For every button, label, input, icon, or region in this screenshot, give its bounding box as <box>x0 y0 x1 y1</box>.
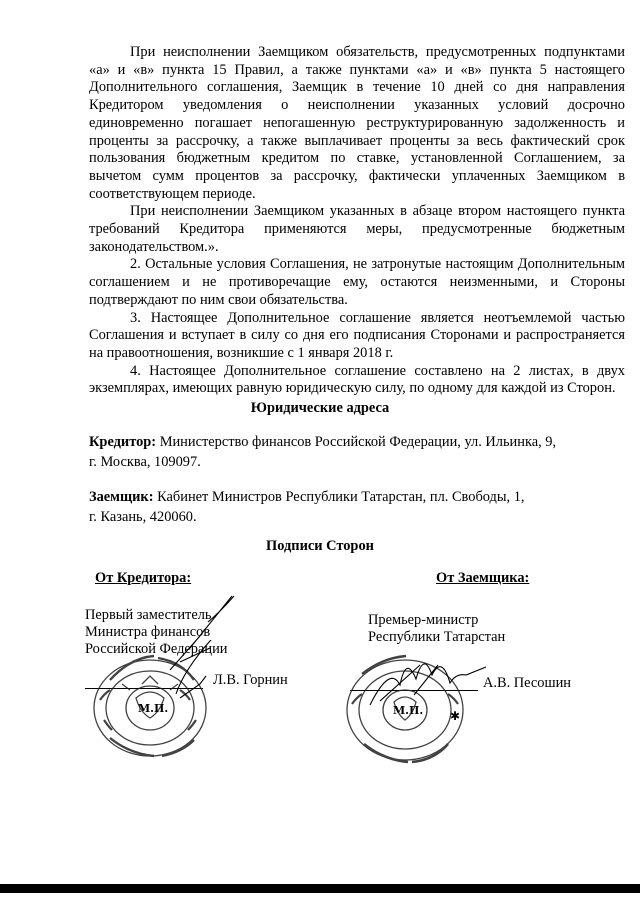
creditor-address <box>89 432 609 472</box>
borrower-position-line1: Премьер-министр <box>368 612 479 628</box>
creditor-city: г. Москва, 109097. <box>89 454 201 470</box>
borrower-address <box>89 487 609 527</box>
page-bottom-bar <box>0 884 640 893</box>
paragraph-4: 3. Настоящее Дополнительное соглашение является неотъемлемой частью Соглашения и вступает в силу со дня его подписания Сторонами и распространяется на правоотношения, возникшие с 1 января 2018 г. <box>89 309 625 361</box>
borrower-signature-scribble <box>360 645 490 715</box>
creditor-stamp-mark: М.П. <box>138 702 169 715</box>
paragraph-1: При неисполнении Заемщиком обязательств, предусмотренных подпунктами «а» и «в» пункта 15 Правил, а также пунктами «а» и «в» пункта 5 настоящего Дополнительного соглашения, Заемщик в течение 10 дней со дня направления Кредитором уведомления о неисполнении указанных условий досрочно единовременно погашает непогашенную реструктурированную задолженность и проценты за рассрочку, а также выплачивает проценты за весь фактический срок пользования бюджетным кредитом по ставке, установленной Соглашением, за вычетом сумм процентов за рассрочку, фактически уплаченных Заемщиком в соответствующем периоде. <box>89 44 625 202</box>
borrower-label: Заемщик: <box>89 489 154 505</box>
borrower-signature-heading: От Заемщика: <box>436 570 530 586</box>
paragraph-3: 2. Остальные условия Соглашения, не затронутые настоящим Дополнительным соглашением и не противоречащие ему, остаются неизменными, и Стороны подтверждают по ним свои обязательства. <box>89 256 625 308</box>
addresses-title: Юридические адреса <box>250 400 390 416</box>
borrower-signatory-name: А.В. Песошин <box>483 675 571 691</box>
borrower-position <box>368 612 505 646</box>
creditor-signature-scribble <box>150 592 240 672</box>
paragraph-2: При неисполнении Заемщиком указанных в абзаце втором настоящего пункта требований Кредитора применяются меры, предусмотренные бюджетным законодательством.». <box>89 203 625 255</box>
creditor-signature-heading: От Кредитора: <box>95 570 192 586</box>
signatures-title: Подписи Сторон <box>266 538 374 554</box>
creditor-address-text: Министерство финансов Российской Федерации, ул. Ильинка, 9, <box>159 434 557 450</box>
creditor-label: Кредитор: <box>89 434 157 450</box>
creditor-position-line3: Российской Федерации <box>85 641 228 657</box>
creditor-position-line2: Министра финансов <box>85 624 211 640</box>
agreement-body <box>89 44 625 398</box>
borrower-position-line2: Республики Татарстан <box>368 629 506 645</box>
creditor-signatory-name: Л.В. Горнин <box>213 672 288 688</box>
creditor-position-line1: Первый заместитель <box>85 607 212 623</box>
borrower-city: г. Казань, 420060. <box>89 509 197 525</box>
borrower-stamp-mark: М.П. <box>393 704 424 717</box>
paragraph-5: 4. Настоящее Дополнительное соглашение составлено на 2 листах, в двух экземплярах, имеющих равную юридическую силу, по одному для каждой из Сторон. <box>89 362 625 397</box>
borrower-address-text: Кабинет Министров Республики Татарстан, пл. Свободы, 1, <box>157 489 525 505</box>
stamp-star-icon: ✱ <box>450 709 461 723</box>
